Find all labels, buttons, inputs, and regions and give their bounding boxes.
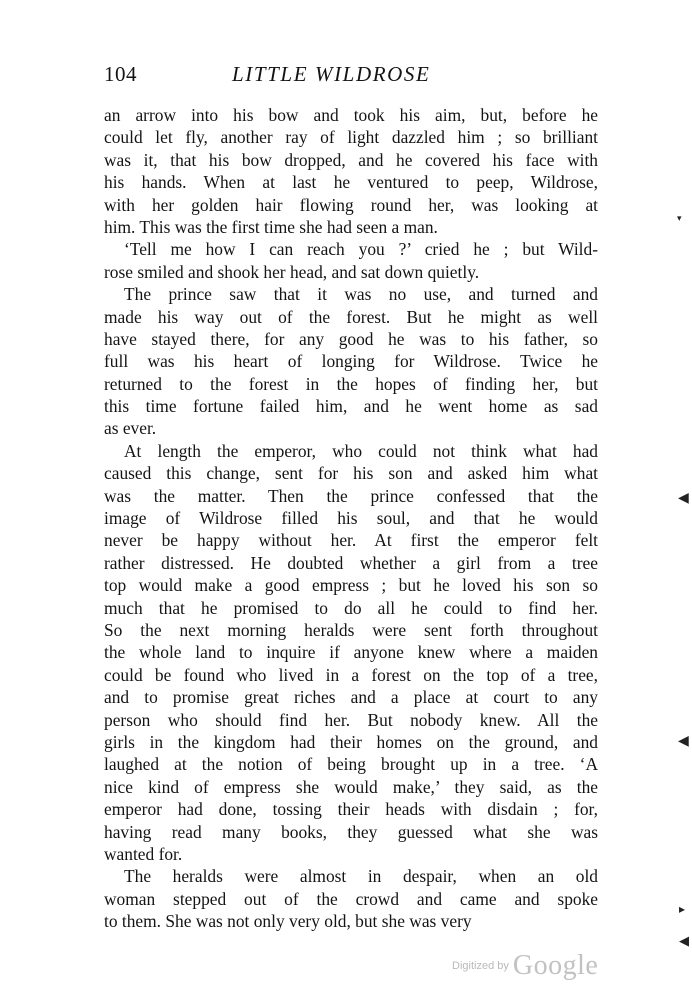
text-line: top would make a good empress ; but he loved his son so: [104, 575, 598, 596]
text-line: as ever.: [104, 418, 157, 439]
text-line: So the next morning heralds were sent forth throughout: [104, 619, 598, 640]
text-line: made his way out of the forest. But he might as well: [104, 306, 598, 327]
text-line: rose smiled and shook her head, and sat down quietly.: [104, 261, 480, 282]
paragraph: [104, 283, 598, 440]
text-line: his hands. When at last he ventured to peep, Wildrose,: [104, 172, 598, 193]
paragraph: [104, 238, 598, 283]
text-line: wanted for.: [104, 843, 183, 864]
scan-margin-mark-icon: ▾: [677, 214, 682, 224]
text-line: The prince saw that it was no use, and turned and: [124, 284, 598, 305]
text-line: emperor had done, tossing their heads with disdain ; for,: [104, 799, 598, 820]
text-line: and to promise great riches and a place at court to any: [104, 687, 598, 708]
text-line: full was his heart of longing for Wildrose. Twice he: [104, 351, 598, 372]
text-line: person who should find her. But nobody knew. All the: [104, 709, 598, 730]
text-line: caused this change, sent for his son and asked him what: [104, 463, 598, 484]
page-number: 104: [104, 62, 137, 86]
paragraph: [104, 440, 598, 865]
watermark-prefix: Digitized by: [452, 960, 509, 972]
text-line: returned to the forest in the hopes of finding her, but: [104, 373, 598, 394]
text-line: could be found who lived in a forest on the top of a tree,: [104, 664, 598, 685]
text-line: never be happy without her. At first the emperor felt: [104, 530, 598, 551]
text-line: this time fortune failed him, and he went home as sad: [104, 396, 598, 417]
text-line: woman stepped out of the crowd and came and spoke: [104, 888, 598, 909]
text-line: him. This was the first time she had seen a man.: [104, 216, 438, 237]
text-line: rather distressed. He doubted whether a girl from a tree: [104, 552, 598, 573]
scan-margin-mark-icon: ◀: [678, 490, 689, 506]
digitized-watermark: [452, 950, 598, 986]
text-line: At length the emperor, who could not think what had: [124, 440, 598, 461]
paragraph: [104, 104, 598, 238]
text-line: having read many books, they guessed what she was: [104, 821, 598, 842]
text-line: the whole land to inquire if anyone knew where a maiden: [104, 642, 598, 663]
paragraph: [104, 865, 598, 932]
text-line: much that he promised to do all he could to find her.: [104, 597, 598, 618]
text-line: was it, that his bow dropped, and he covered his face with: [104, 149, 598, 170]
google-logo: Google: [512, 950, 599, 981]
text-line: nice kind of empress she would make,’ they said, as the: [104, 776, 598, 797]
scan-margin-mark-icon: ▸: [679, 902, 686, 916]
running-title: LITTLE WILDROSE: [232, 62, 431, 86]
scan-margin-mark-icon: ◀: [678, 733, 689, 749]
text-line: laughed at the notion of being brought up in a tree. ‘A: [104, 754, 598, 775]
text-line: girls in the kingdom had their homes on the ground, and: [104, 731, 598, 752]
text-line: could let fly, another ray of light dazzled him ; so brilliant: [104, 127, 598, 148]
text-line: The heralds were almost in despair, when an old: [124, 866, 598, 887]
text-line: with her golden hair flowing round her, was looking at: [104, 194, 598, 215]
scan-margin-mark-icon: ◀: [679, 934, 689, 949]
text-line: ‘Tell me how I can reach you ?’ cried he ; but Wild-: [124, 239, 598, 260]
running-header: [104, 62, 598, 92]
text-line: image of Wildrose filled his soul, and that he would: [104, 508, 598, 529]
text-line: to them. She was not only very old, but she was very: [104, 911, 472, 932]
body-text: [104, 104, 598, 932]
text-line: was the matter. Then the prince confessed that the: [104, 485, 598, 506]
text-line: have stayed there, for any good he was to his father, so: [104, 328, 598, 349]
text-line: an arrow into his bow and took his aim, but, before he: [104, 105, 598, 125]
